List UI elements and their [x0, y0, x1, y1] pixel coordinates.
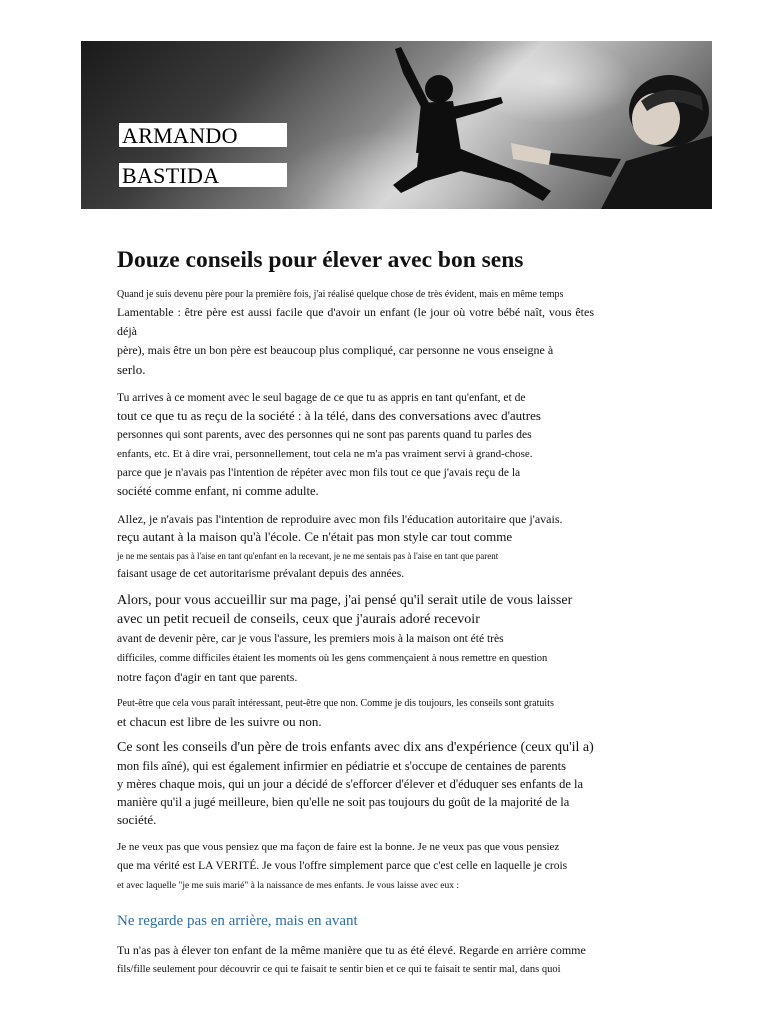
- text-line: Allez, je n'avais pas l'intention de reproduire avec mon fils l'éducation autoritaire que j'avais.: [117, 512, 563, 526]
- section-heading: Ne regarde pas en arrière, mais en avant: [117, 913, 358, 929]
- paragraph-4: [117, 591, 594, 687]
- text-line: parce que je n'avais pas l'intention de répéter avec mon fils tout ce que j'avais reçu de la: [117, 467, 521, 479]
- text-line: serlo.: [117, 362, 146, 377]
- header-banner: [81, 41, 712, 209]
- text-line: personnes qui sont parents, avec des personnes qui ne sont pas parents quand tu parles des: [117, 429, 532, 441]
- text-line: Tu n'as pas à élever ton enfant de la même manière que tu as été élevé. Regarde en arrière comme: [117, 943, 586, 957]
- paragraph-3: [117, 510, 594, 584]
- text-line: faisant usage de cet autoritarisme prévalant depuis des années.: [117, 568, 405, 580]
- text-line: reçu autant à la maison qu'à l'école. Ce n'était pas mon style car tout comme: [117, 529, 513, 544]
- text-line: Lamentable : être père est aussi facile que d'avoir un enfant (le jour où votre bébé naît, vous êtes déjà: [117, 305, 594, 338]
- text-line: y mères chaque mois, qui un jour a décidé de s'efforcer d'élever et d'éduquer ses enfants de la: [117, 777, 584, 791]
- text-line: fils/fille seulement pour découvrir ce qui te faisait te sentir bien et ce qui te faisait te sentir mal, dans quoi: [117, 964, 561, 975]
- article-title: Douze conseils pour élever avec bon sens: [117, 247, 524, 273]
- text-line: société comme enfant, ni comme adulte.: [117, 484, 319, 498]
- paragraph-7: [117, 837, 594, 893]
- paragraph-1: [117, 284, 594, 379]
- text-line: et chacun est libre de les suivre ou non.: [117, 714, 322, 729]
- text-line: Alors, pour vous accueillir sur ma page, j'ai pensé qu'il serait utile de vous laisser: [117, 593, 573, 608]
- text-line: avant de devenir père, car je vous l'assure, les premiers mois à la maison ont été très: [117, 633, 504, 645]
- text-line: Tu arrives à ce moment avec le seul bagage de ce que tu as appris en tant qu'enfant, et de: [117, 392, 526, 404]
- text-line: mon fils aîné), qui est également infirmier en pédiatrie et s'occupe de centaines de parents: [117, 759, 566, 773]
- text-line: Quand je suis devenu père pour la première fois, j'ai réalisé quelque chose de très évident, mais en même temps: [117, 289, 564, 300]
- text-line: notre façon d'agir en tant que parents.: [117, 670, 298, 684]
- text-line: je ne me sentais pas à l'aise en tant qu'enfant en la recevant, je ne me sentais pas à l'aise en tant que parent: [117, 551, 499, 561]
- text-line: avec un petit recueil de conseils, ceux que j'aurais adoré recevoir: [117, 612, 480, 627]
- paragraph-6: [117, 738, 594, 829]
- text-line: manière qu'il a jugé meilleure, bien qu'elle ne soit pas toujours du goût de la majorité de la: [117, 795, 570, 809]
- text-line: société.: [117, 812, 157, 827]
- text-line: Ce sont les conseils d'un père de trois enfants avec dix ans d'expérience (ceux qu'il a): [117, 740, 594, 755]
- text-line: difficiles, comme difficiles étaient les moments où les gens commençaient à nous remettre en question: [117, 653, 548, 664]
- paragraph-8: [117, 941, 594, 978]
- text-line: Je ne veux pas que vous pensiez que ma façon de faire est la bonne. Je ne veux pas que vous pensiez: [117, 841, 560, 853]
- author-name-first: ARMANDO: [119, 123, 287, 147]
- text-line: père), mais être un bon père est beaucoup plus compliqué, car personne ne vous enseigne à: [117, 343, 554, 357]
- paragraph-2: [117, 388, 594, 500]
- text-line: enfants, etc. Et à dire vrai, personnellement, tout cela ne m'a pas vraiment servi à grand-chose.: [117, 448, 533, 460]
- paragraph-5: [117, 693, 594, 732]
- text-line: tout ce que tu as reçu de la société : à la télé, dans des conversations avec d'autres: [117, 408, 541, 423]
- text-line: que ma vérité est LA VERITÉ. Je vous l'offre simplement parce que c'est celle en laquelle je crois: [117, 860, 568, 872]
- author-name-last: BASTIDA: [119, 163, 287, 187]
- text-line: Peut-être que cela vous paraît intéressant, peut-être que non. Comme je dis toujours, les conseils sont gratuits: [117, 698, 554, 709]
- article-body: [117, 284, 594, 978]
- text-line: et avec laquelle "je me suis marié" à la naissance de mes enfants. Je vous laisse avec eux :: [117, 881, 459, 891]
